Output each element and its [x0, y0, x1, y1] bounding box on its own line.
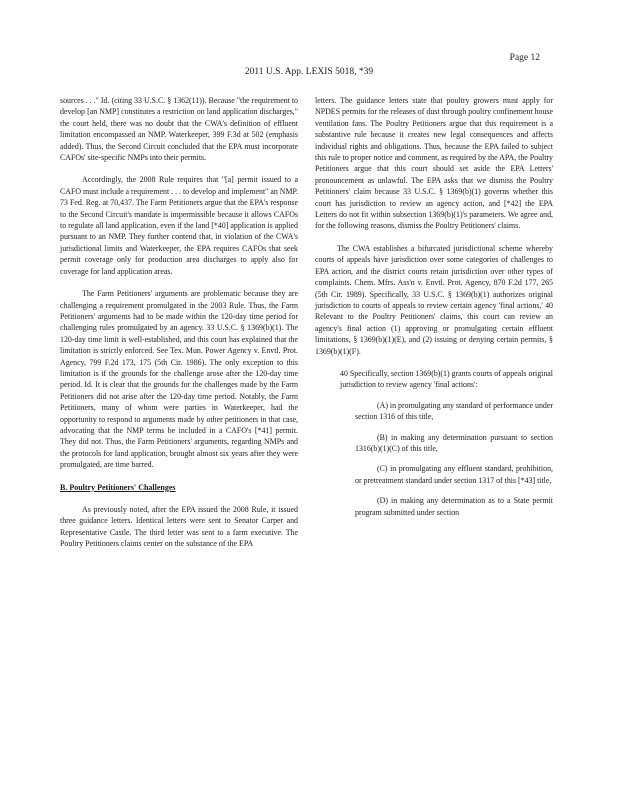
right-paragraph-1: letters. The guidance letters state that poultry growers must apply for NPDES permits for the releases of dust through poultry confinement house ventilation fans. The Poultry Petitioners argue that this requirement is a substantive rule because it creates new legal consequences and affects individual rights and obligations. Thus, because the EPA failed to subject this rule to proper notice and comment, as required by the APA, the Poultry Petitioners argue that this court should set aside the EPA Letters' pronouncement as unlawful. The EPA asks that we dismiss the Poultry Petitioners' claim because 33 U.S.C. § 1369(b)(1) governs whether this court has jurisdiction to review an agency action, and [*42] the EPA Letters do not fit within subsection 1369(b)(1)'s parameters. We agree and, for the following reasons, dismiss the Poultry Petitioners' claims. — [315, 96, 553, 231]
page-number: Page 12 — [509, 53, 540, 63]
right-paragraph-2: The CWA establishes a bifurcated jurisdictional scheme whereby courts of appeals have jurisdiction over some categories of challenges to EPA action, and the district courts retain jurisdiction over other types of complaints. Chem. Mfrs. Ass'n v. Envtl. Prot. Agency, 870 F.2d 177, 265 (5th Cir. 1989). Specifically, 33 U.S.C. § 1369(b)(1) authorizes original jurisdiction to courts of appeals to review certain agency 'final actions,' 40 Relevant to the Poultry Petitioners' claims, this court can review an agency's final action (1) approving or promulgating certain effluent limitations, § 1369(b)(1)(E), and (2) issuing or denying certain permits, § 1369(b)(1)(F). — [315, 243, 553, 356]
left-paragraph-1: sources . . ." Id. (citing 33 U.S.C. § 1362(11)). Because "the requirement to develop [an NMP] constitutes a restriction on land application discharges," the court held, there was no doubt that the CWA's definition of effluent limitation encompassed an NMP. Waterkeeper, 399 F.3d at 502 (emphasis added). Thus, the Second Circuit concluded that the EPA must incorporate CAFOs' site-specific NMPs into their permits. — [60, 96, 298, 163]
footnote-40: 40 Specifically, section 1369(b)(1) grants courts of appeals original jurisdiction to review agency 'final actions': — [340, 368, 553, 390]
statute-list — [315, 400, 553, 518]
statute-item: (C) in promulgating any effluent standard, prohibition, or pretreatment standard under section 1317 of this [*43] title, — [355, 464, 553, 485]
citation-header: 2011 U.S. App. LEXIS 5018, *39 — [244, 67, 374, 77]
statute-item: (D) in making any determination as to a State permit program submitted under section — [355, 496, 553, 517]
statute-item: (B) in making any determination pursuant to section 1316(b)(1)(C) of this title, — [355, 432, 553, 453]
left-paragraph-2: Accordingly, the 2008 Rule requires that "[a] permit issued to a CAFO must include a requirement . . . to develop and implement" an NMP. 73 Fed. Reg. at 70,437. The Farm Petitioners argue that the EPA's response to the Second Circuit's mandate is impermissible because it allows CAFOs to regulate all land application, even if the land [*40] application is applied pursuant to an NMP. They further contend that, in violation of the CWA's jurisdictional limits and Waterkeeper, the EPA requires CAFOs that seek permit coverage only for production area discharges to apply also for coverage for land application areas. — [60, 175, 298, 276]
section-heading: B. Poultry Petitioners' Challenges — [60, 482, 176, 492]
left-paragraph-4: As previously noted, after the EPA issued the 2008 Rule, it issued three guidance letters. Identical letters were sent to Senator Carper and Representative Castle. The third letter was sent to a farm executive. The Poultry Petitioners claims center on the substance of the EPA — [60, 505, 298, 549]
right-column — [315, 95, 553, 527]
left-paragraph-3: The Farm Petitioners' arguments are problematic because they are challenging a requirement promulgated in the 2003 Rule. Thus, the Farm Petitioners' arguments had to be made within the 120-day time period for challenging rules promulgated by an agency. 33 U.S.C. § 1369(b)(1). The 120-day time limit is well-established, and this court has explained that the limitation is strictly enforced. See Tex. Mun. Power Agency v. Envtl. Prot. Agency, 799 F.2d 173, 175 (5th Cir. 1986). The only exception to this limitation is if the grounds for the challenge arose after the 120-day time period. Id. It is clear that the grounds for the challenges made by the Farm Petitioners did not arise after the 120-day time period. Notably, the Farm Petitioners, many of whom were parties in Waterkeeper, had the opportunity to respond to arguments made by other petitioners in that case, advocating that the NMP terms be included in a CAFO's [*41] permit. They did not. Thus, the Farm Petitioners' arguments, regarding NMPs and the protocols for land application, brought almost six years after they were promulgated, are time barred. — [60, 289, 298, 470]
statute-item: (A) in promulgating any standard of performance under section 1316 of this title, — [355, 400, 553, 422]
left-column — [60, 95, 298, 561]
